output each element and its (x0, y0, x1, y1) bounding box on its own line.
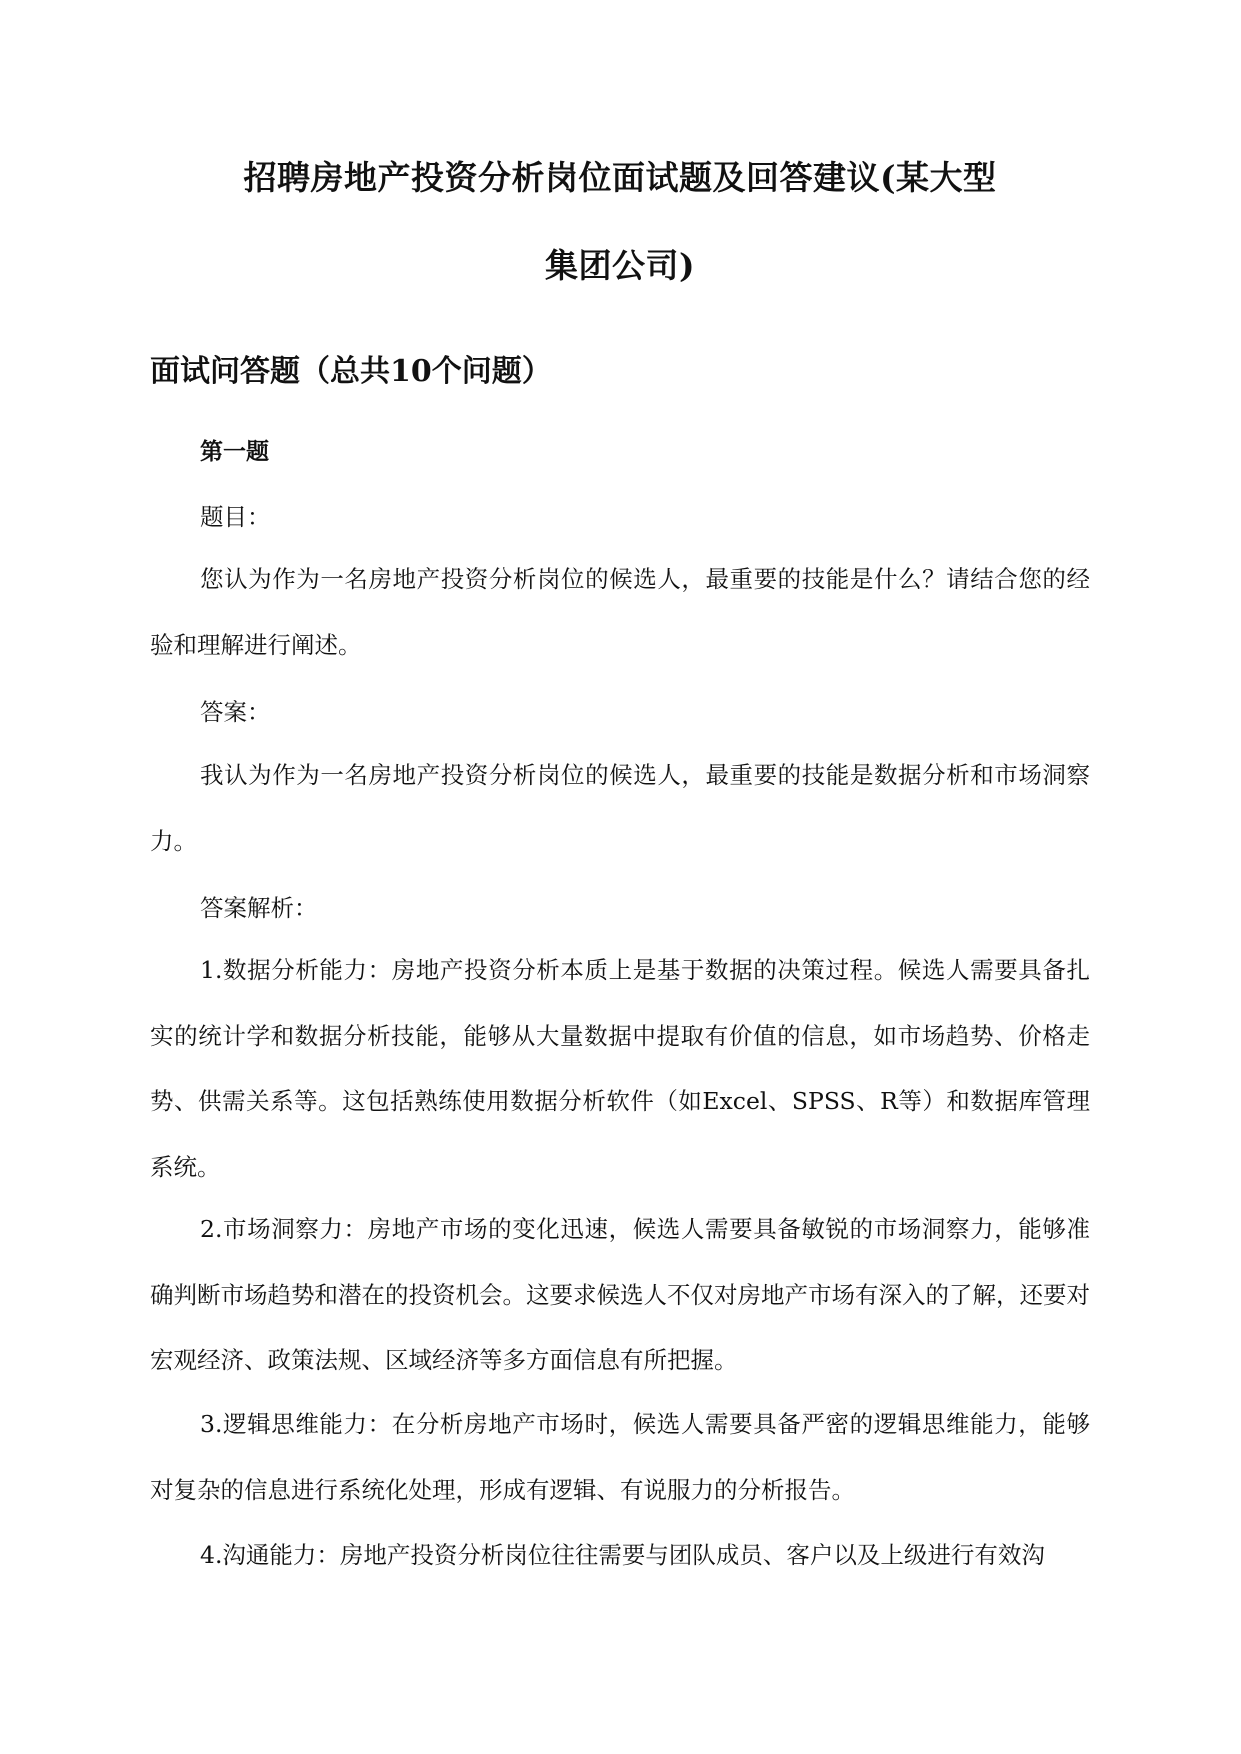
answer-text: 我认为作为一名房地产投资分析岗位的候选人，最重要的技能是数据分析和市场洞察力。 (150, 761, 1090, 855)
analysis-point-4: 4.沟通能力：房地产投资分析岗位往往需要与团队成员、客户以及上级进行有效沟 (200, 1541, 1045, 1569)
analysis-point-3: 3.逻辑思维能力：在分析房地产市场时，候选人需要具备严密的逻辑思维能力，能够对复杂的信息进行系统化处理，形成有逻辑、有说服力的分析报告。 (150, 1410, 1090, 1504)
question-heading: 第一题 (200, 438, 269, 465)
analysis-label: 答案解析： (200, 894, 318, 922)
document-title-line-2: 集团公司) (544, 246, 696, 285)
topic-label: 题目： (200, 503, 271, 531)
answer-label: 答案： (200, 698, 271, 726)
analysis-point-1: 1.数据分析能力：房地产投资分析本质上是基于数据的决策过程。候选人需要具备扎实的统计学和数据分析技能，能够从大量数据中提取有价值的信息，如市场趋势、价格走势、供需关系等。这包括熟练使用数据分析软件（如Excel、SPSS、R等）和数据库管理系统。 (150, 956, 1090, 1181)
section-heading: 面试问答题（总共10个问题） (150, 354, 552, 389)
analysis-point-2: 2.市场洞察力：房地产市场的变化迅速，候选人需要具备敏锐的市场洞察力，能够准确判断市场趋势和潜在的投资机会。这要求候选人不仅对房地产市场有深入的了解，还要对宏观经济、政策法规、区域经济等多方面信息有所把握。 (150, 1215, 1090, 1374)
question-text: 您认为作为一名房地产投资分析岗位的候选人，最重要的技能是什么？请结合您的经验和理解进行阐述。 (150, 565, 1090, 659)
document-title-line-1: 招聘房地产投资分析岗位面试题及回答建议(某大型 (243, 158, 997, 197)
